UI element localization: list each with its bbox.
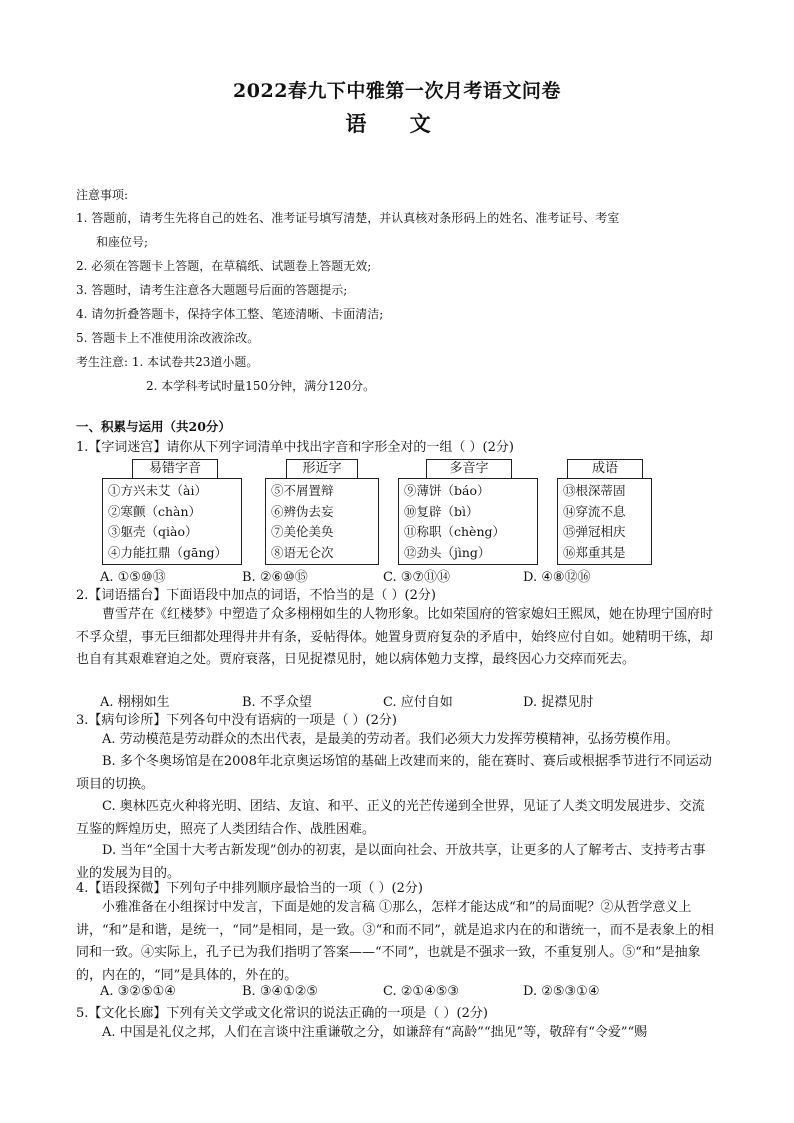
question-4-options — [100, 984, 720, 1002]
notice-item: 2. 必须在答题卡上答题，在草稿纸、试题卷上答题无效; — [76, 259, 372, 273]
question-3-stem: 3.【病句诊所】下列各句中没有语病的一项是（ ）(2分) — [76, 713, 397, 728]
box-item: ⑤不屑置辩 — [271, 483, 334, 498]
box-header: 成语 — [567, 459, 643, 479]
box-item: ⑥辨伪去妄 — [271, 503, 334, 519]
word-box-similar-chars — [265, 478, 379, 565]
option-c[interactable]: C. ③⑦⑪⑭ — [383, 570, 451, 585]
question-4-passage: 小雅准备在小组探讨中发言，下面是她的发言稿 ①那么，怎样才能达成“和”的局面呢？②从哲学意义上讲，“和”是和谐，是统一，“同”是相同，是一致。③“和而不同”，就是追求内在的和谐统一，而不是表象上的相同和一致。④实际上，孔子已为我们指明了答案——“不同”，也就是不强求一致，不重复别人。⑤“和”是抽象的，内在的，“同”是具体的，外在的。 — [76, 900, 714, 983]
option-b[interactable]: B. 不孚众望 — [242, 695, 312, 710]
question-5-option-a[interactable]: A. 中国是礼仪之邦，人们在言谈中注重谦敬之分，如谦辞有“高龄”“拙见”等，敬辞有“令爱”“赐 — [102, 1025, 648, 1040]
question-2-options — [100, 691, 720, 709]
box-header: 形近字 — [286, 459, 358, 479]
question-5-stem: 5.【文化长廊】下列有关文学或文化常识的说法正确的一项是（ ）(2分) — [76, 1006, 488, 1021]
exam-note: 2. 本学科考试时量150分钟，满分120分。 — [146, 379, 376, 393]
box-item: ①方兴未艾（ài） — [108, 483, 207, 498]
box-item: ⑫劲头（jìng） — [404, 544, 491, 560]
notice-item: 4. 请勿折叠答题卡，保持字体工整、笔迹清晰、卡面清洁; — [76, 307, 384, 321]
box-header: 多音字 — [426, 459, 512, 479]
box-item: ⑩复辟（bì） — [404, 503, 479, 519]
box-item: ⑨薄饼（báo） — [404, 483, 490, 498]
question-1-stem: 1.【字词迷宫】请你从下列字词清单中找出字音和字形全对的一组（ ）(2分) — [76, 440, 514, 455]
question-1-options — [100, 566, 720, 584]
notice-item: 3. 答题时，请考生注意各大题题号后面的答题提示; — [76, 283, 348, 297]
box-header: 易错字音 — [132, 459, 218, 479]
box-item: ⑯郑重其是 — [563, 544, 626, 560]
question-2-passage: 曹雪芹在《红楼梦》中塑造了众多栩栩如生的人物形象。比如荣国府的管家媳妇王熙凤，她在协理宁国府时不孚众望，事无巨细都处理得井井有条，妥帖得体。她置身贾府复杂的矛盾中，始终应付自如。她精明干练，却也自有其艰难窘迫之处。贾府衰落，日见捉襟见肘，她以病体勉力支撑，最终因心力交瘁而死去。 — [76, 607, 714, 667]
word-box-polyphone — [398, 478, 538, 565]
subject-title: 语 文 — [345, 111, 449, 136]
word-box-pronunciation — [102, 478, 242, 565]
box-item: ②寒颤（chàn） — [108, 503, 202, 519]
box-item: ⑭穿流不息 — [563, 503, 626, 519]
option-a[interactable]: A. ③②⑤①④ — [100, 984, 176, 999]
question-3-option-c[interactable]: C. 奥林匹克火种将光明、团结、友谊、和平、正义的光芒传递到全世界，见证了人类文明发展进步、交流互鉴的辉煌历史，照亮了人类团结合作、战胜困难。 — [76, 799, 705, 837]
notice-item: 1. 答题前，请考生先将自己的姓名、准考证号填写清楚，并认真核对条形码上的姓名、准考证号、考室 — [76, 211, 620, 225]
option-c[interactable]: C. 应付自如 — [383, 695, 453, 710]
option-a[interactable]: A. ①⑤⑩⑬ — [100, 570, 166, 585]
box-item: ⑧语无仑次 — [271, 544, 334, 560]
option-c[interactable]: C. ②①④⑤③ — [383, 984, 460, 999]
option-d[interactable]: D. ②⑤③①④ — [523, 984, 600, 999]
option-b[interactable]: B. ③④①②⑤ — [242, 984, 319, 999]
box-item: ③躯壳（qiào） — [108, 524, 198, 539]
option-d[interactable]: D. 捉襟见肘 — [523, 695, 594, 710]
option-b[interactable]: B. ②⑥⑩⑮ — [242, 570, 308, 585]
box-item: ④力能扛鼎（gāng） — [108, 544, 228, 560]
option-a[interactable]: A. 栩栩如生 — [100, 695, 170, 710]
notice-item: 5. 答题卡上不准使用涂改液涂改。 — [76, 331, 260, 345]
question-4-stem: 4.【语段探微】下列句子中排列顺序最恰当的一项（ ）(2分) — [76, 881, 423, 896]
box-item: ⑮弹冠相庆 — [563, 524, 626, 539]
exam-note: 考生注意: 1. 本试卷共23道小题。 — [76, 355, 259, 369]
notice-heading: 注意事项: — [76, 188, 129, 202]
box-item: ⑪称职（chèng） — [404, 524, 506, 539]
question-3-option-b[interactable]: B. 多个冬奥场馆是在2008年北京奥运场馆的基础上改建而来的，能在赛时、赛后或根据季节进行不同运动项目的切换。 — [76, 754, 712, 792]
section-heading: 一、积累与运用（共20分） — [76, 419, 231, 434]
question-3-option-a[interactable]: A. 劳动模范是劳动群众的杰出代表，是最美的劳动者。我们必须大力发挥劳模精神，弘扬劳模作用。 — [102, 732, 679, 747]
box-item: ⑬根深蒂固 — [563, 483, 626, 498]
exam-title: 2022春九下中雅第一次月考语文问卷 — [233, 80, 561, 102]
box-item: ⑦美伦美奂 — [271, 524, 334, 539]
question-2-stem: 2.【词语擂台】下面语段中加点的词语，不恰当的是（ ）(2分) — [76, 588, 436, 603]
option-d[interactable]: D. ④⑧⑫⑯ — [523, 570, 591, 585]
question-3-option-d[interactable]: D. 当年“全国十大考古新发现”创办的初衷，是以面向社会、开放共享，让更多的人了解考古、支持考古事业的发展为目的。 — [76, 843, 706, 881]
word-box-idioms — [557, 478, 652, 565]
notice-item: 和座位号; — [96, 235, 149, 249]
